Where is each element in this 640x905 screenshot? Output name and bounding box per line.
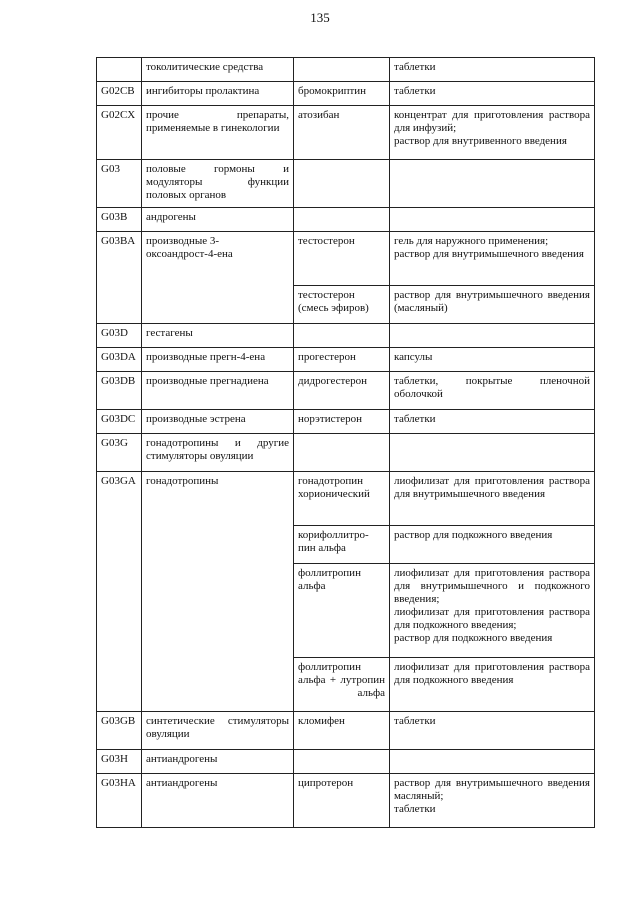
- table-row: [97, 348, 595, 372]
- dosage-form-cell: [390, 774, 595, 828]
- atc-code-cell: [97, 58, 142, 82]
- drug-cell: кломифен: [294, 712, 390, 750]
- dosage-form-cell: [390, 564, 595, 658]
- drug-table: [96, 57, 595, 828]
- drug-cell: [294, 208, 390, 232]
- atc-code-cell: G03HA: [97, 774, 142, 828]
- atc-code-cell: G03GA: [97, 472, 142, 712]
- dosage-form-cell: таблетки: [390, 410, 595, 434]
- drug-cell: дидрогестерон: [294, 372, 390, 410]
- dosage-form-cell: [390, 434, 595, 472]
- group-cell: андрогены: [142, 208, 294, 232]
- drug-cell: корифоллитро-пин альфа: [294, 526, 390, 564]
- group-cell: гестагены: [142, 324, 294, 348]
- atc-code-cell: G03GB: [97, 712, 142, 750]
- table-row: [97, 372, 595, 410]
- atc-code-cell: G03BA: [97, 232, 142, 324]
- dosage-form-line: раствор для внутримышечного введения масляный;: [394, 777, 590, 802]
- drug-cell: гонадотропин хорионический: [294, 472, 390, 526]
- atc-code-cell: G03D: [97, 324, 142, 348]
- dosage-form-cell: [390, 208, 595, 232]
- group-cell: производные прегнадиена: [142, 372, 294, 410]
- group-cell: производные прегн-4-ена: [142, 348, 294, 372]
- atc-code-cell: G03B: [97, 208, 142, 232]
- table-row: [97, 82, 595, 106]
- table-row: [97, 208, 595, 232]
- dosage-form-cell: [390, 324, 595, 348]
- table-row: [97, 472, 595, 526]
- group-cell: ингибиторы пролактина: [142, 82, 294, 106]
- group-cell: гонадотропины и другие стимуляторы овуляции: [142, 434, 294, 472]
- group-cell: антиандрогены: [142, 774, 294, 828]
- group-cell: токолитические средства: [142, 58, 294, 82]
- dosage-form-cell: раствор для внутримышечного введения (масляный): [390, 286, 595, 324]
- drug-cell: фоллитропин альфа + лутропин альфа: [294, 658, 390, 712]
- dosage-form-cell: таблетки: [390, 712, 595, 750]
- group-cell: гонадотропины: [142, 472, 294, 712]
- atc-code-cell: G02CB: [97, 82, 142, 106]
- drug-cell: прогестерон: [294, 348, 390, 372]
- group-cell: половые гормоны и модуляторы функции половых органов: [142, 160, 294, 208]
- page-number: 135: [310, 10, 330, 25]
- table-row: [97, 324, 595, 348]
- group-cell: прочие препараты, применяемые в гинекологии: [142, 106, 294, 160]
- group-cell: производные эстрена: [142, 410, 294, 434]
- atc-code-cell: G02CX: [97, 106, 142, 160]
- dosage-form-cell: таблетки: [390, 58, 595, 82]
- dosage-form-cell: [390, 232, 595, 286]
- group-cell: производные 3-оксоандрост-4-ена: [142, 232, 294, 324]
- dosage-form-cell: таблетки: [390, 82, 595, 106]
- dosage-form-cell: лиофилизат для приготовления раствора для внутримышечного введения: [390, 472, 595, 526]
- atc-code-cell: G03: [97, 160, 142, 208]
- drug-cell: [294, 750, 390, 774]
- drug-cell: бромокриптин: [294, 82, 390, 106]
- drug-cell: фоллитропин альфа: [294, 564, 390, 658]
- drug-cell: атозибан: [294, 106, 390, 160]
- atc-code-cell: G03DC: [97, 410, 142, 434]
- atc-code-cell: G03G: [97, 434, 142, 472]
- atc-code-cell: G03H: [97, 750, 142, 774]
- dosage-form-line: таблетки: [394, 803, 436, 815]
- dosage-form-cell: [390, 750, 595, 774]
- dosage-form-cell: [390, 160, 595, 208]
- group-cell: синтетические стимуляторы овуляции: [142, 712, 294, 750]
- dosage-form-line: гель для наружного применения;: [394, 235, 549, 247]
- dosage-form-line: лиофилизат для приготовления раствора для внутримышечного и подкожного введения;: [394, 567, 590, 605]
- table-row: [97, 58, 595, 82]
- table-row: [97, 160, 595, 208]
- dosage-form-cell: раствор для подкожного введения: [390, 526, 595, 564]
- table-row: [97, 774, 595, 828]
- dosage-form-line: раствор для подкожного введения: [394, 632, 553, 644]
- dosage-form-cell: капсулы: [390, 348, 595, 372]
- drug-cell: [294, 324, 390, 348]
- dosage-form-cell: лиофилизат для приготовления раствора для подкожного введения: [390, 658, 595, 712]
- atc-code-cell: G03DA: [97, 348, 142, 372]
- dosage-form-line: раствор для внутривенного введения: [394, 135, 567, 147]
- table-row: [97, 750, 595, 774]
- dosage-form-line: раствор для внутримышечного введения: [394, 248, 584, 260]
- dosage-form-cell: [390, 106, 595, 160]
- drug-cell: [294, 160, 390, 208]
- table-row: [97, 410, 595, 434]
- drug-cell: тестостерон (смесь эфиров): [294, 286, 390, 324]
- drug-cell: [294, 434, 390, 472]
- drug-cell: [294, 58, 390, 82]
- dosage-form-cell: таблетки, покрытые пленочной оболочкой: [390, 372, 595, 410]
- table-row: [97, 232, 595, 286]
- table-row: [97, 712, 595, 750]
- dosage-form-line: концентрат для приготовления раствора для инфузий;: [394, 109, 590, 134]
- table-row: [97, 434, 595, 472]
- table-row: [97, 106, 595, 160]
- group-cell: антиандрогены: [142, 750, 294, 774]
- dosage-form-line: лиофилизат для приготовления раствора для подкожного введения;: [394, 606, 590, 631]
- drug-cell: тестостерон: [294, 232, 390, 286]
- drug-cell: ципротерон: [294, 774, 390, 828]
- drug-cell: норэтистерон: [294, 410, 390, 434]
- atc-code-cell: G03DB: [97, 372, 142, 410]
